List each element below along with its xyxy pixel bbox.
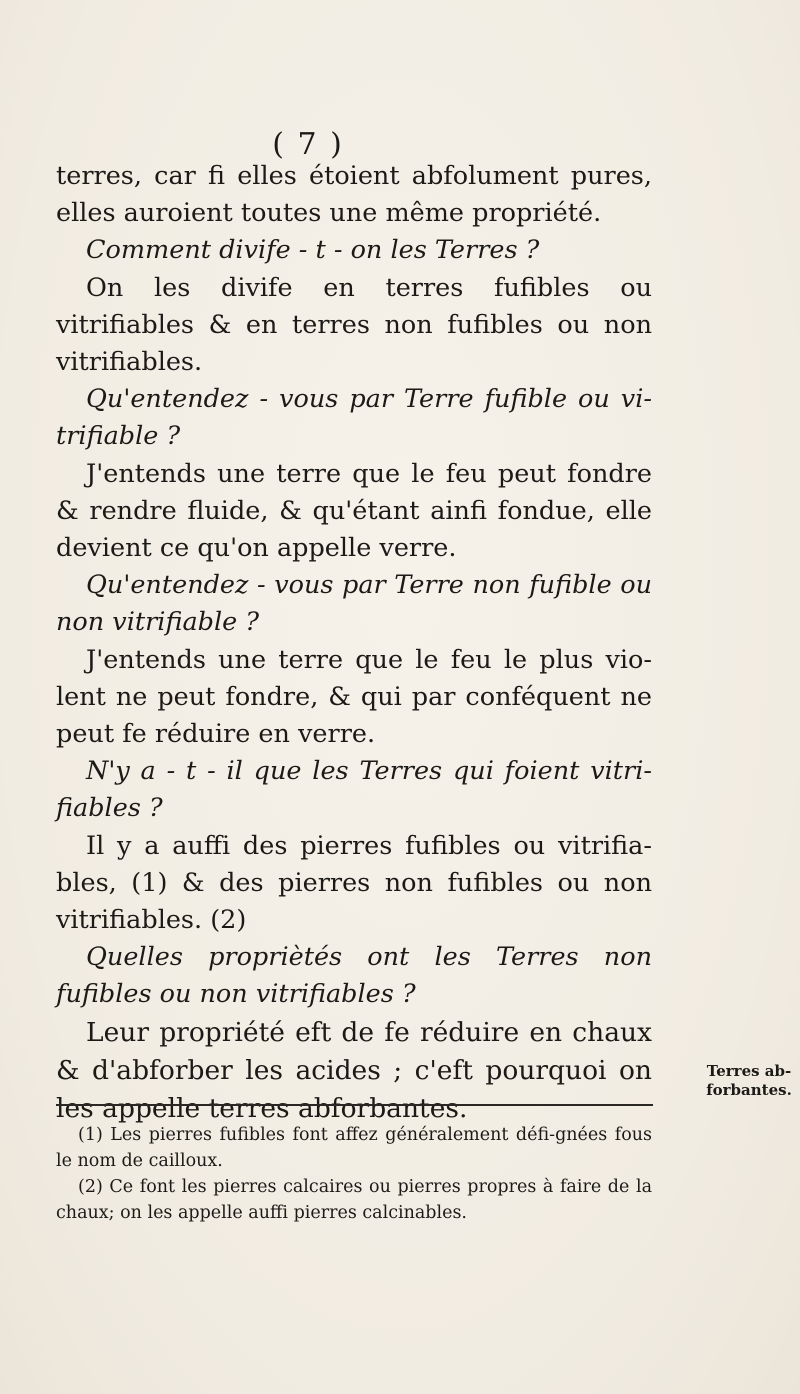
answer-3: J'entends une terre que le feu le plus vio-lent ne peut fondre, & qui par conféquent ne peut fe réduire en verre. [56, 644, 652, 750]
answer-1: On les divife en terres fufibles ou vitrifiables & en terres non fufibles ou non vitrifiables. [56, 272, 652, 378]
paragraph-continuation: terres, car fi elles étoient abfolument pures, elles auroient toutes une même propriété. [56, 161, 652, 229]
footnotes [56, 1122, 652, 1226]
answer-4: Il y a auffi des pierres fufibles ou vitrifia-bles, (1) & des pierres non fufibles ou non vitrifiables. (2) [56, 830, 652, 936]
footnote-1: (1) Les pierres fufibles font affez généralement défi-gnées fous le nom de cailloux. [56, 1125, 652, 1171]
question-5: Quelles propriètés ont les Terres non fufibles ou non vitrifiables ? [56, 942, 652, 1010]
page-number: ( 7 ) [272, 127, 344, 162]
footnote-rule [56, 1104, 653, 1106]
answer-5: Leur propriété eft de fe réduire en chaux & d'abforber les acides ; c'eft pourquoi on les appelle terres abforbantes. [56, 1016, 652, 1124]
question-4: N'y a - t - il que les Terres qui foient vitri-fiables ? [56, 756, 652, 824]
footnote-2: (2) Ce font les pierres calcaires ou pierres propres à faire de la chaux; on les appelle auffi pierres calcinables. [56, 1177, 652, 1223]
answer-2: J'entends une terre que le feu peut fondre & rendre fluide, & qu'étant ainfi fondue, elle devient ce qu'on appelle verre. [56, 458, 652, 564]
main-text [56, 158, 652, 1128]
margin-note: Terres ab-forbantes. [706, 1062, 792, 1099]
question-1: Comment divife - t - on les Terres ? [86, 235, 540, 266]
question-3: Qu'entendez - vous par Terre non fufible ou non vitrifiable ? [56, 570, 652, 638]
question-2: Qu'entendez - vous par Terre fufible ou vi-trifiable ? [56, 384, 652, 452]
